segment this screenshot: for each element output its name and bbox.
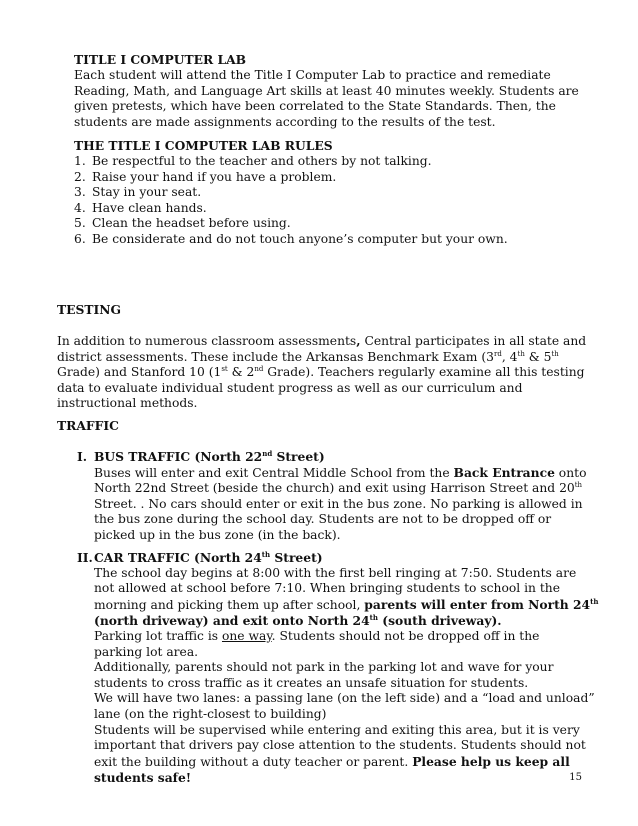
rule-item: 2. Raise your hand if you have a problem. xyxy=(74,169,337,184)
lab-heading: TITLE I COMPUTER LAB xyxy=(74,52,247,67)
car-traffic-section: CAR TRAFFIC (North 24th Street) The school day begins at 8:00 with the first bell ringing at 7:50. Students are not allowed at school before 7:10. When bringing students to school in the morning and picking them up after school, parents will enter from North 24th (north driveway) and exit onto North 24th (south driveway). Parking lot traffic is one way. Students should not be dropped off in the parking lot area. Additionally, parents should not park in the parking lot and wave for your students to cross traffic as it creates an unsafe situation for students. We will have two lanes: a passing lane (on the left side) and a “load and unload” lane (on the right-closest to building) Students will be supervised while entering and exiting this area, but it is very important that drivers pay close attention to the students. Students should not exit the building without a duty teacher or parent. Please help us keep all students safe! xyxy=(94,550,599,786)
testing-paragraph: In addition to numerous classroom assessments, Central participates in all state and district assessments. These include the Arkansas Benchmark Exam (3rd, 4th & 5th Grade) and Stanford 10 (1st & 2nd Grade). Teachers regularly examine all this testing data to evaluate individual student progress as well as our curriculum and instructional methods. xyxy=(57,333,587,411)
rules-heading: THE TITLE I COMPUTER LAB RULES xyxy=(74,138,333,153)
lab-paragraph-line: Reading, Math, and Language Art skills at least 40 minutes weekly. Students are xyxy=(74,83,579,98)
traffic-heading: TRAFFIC xyxy=(57,418,119,433)
testing-heading: TESTING xyxy=(57,302,122,317)
rule-item: 6. Be considerate and do not touch anyone’s computer but your own. xyxy=(74,232,508,246)
lab-paragraph-line: Each student will attend the Title I Computer Lab to practice and remediate xyxy=(74,68,551,82)
lab-paragraph-line: students are made assignments according to the results of the test. xyxy=(74,114,496,129)
rule-item: 1. Be respectful to the teacher and others by not talking. xyxy=(74,154,432,168)
bus-traffic-section: BUS TRAFFIC (North 22nd Street) Buses will enter and exit Central Middle School from the Back Entrance onto North 22nd Street (beside the church) and exit using Harrison Street and 20th Street. . No cars should enter or exit in the bus zone. No parking is allowed in the bus zone during the school day. Students are not to be dropped off or picked up in the bus zone (in the back). xyxy=(94,449,587,542)
rule-item: 3. Stay in your seat. xyxy=(74,185,202,200)
rule-item: 5. Clean the headset before using. xyxy=(74,216,291,231)
page-number: 15 xyxy=(569,772,582,783)
rule-item: 4. Have clean hands. xyxy=(74,200,207,215)
lab-paragraph xyxy=(74,68,579,130)
bus-roman-numeral: I. xyxy=(77,449,88,464)
lab-paragraph-line: given pretests, which have been correlated to the State Standards. Then, the xyxy=(74,99,556,114)
car-roman-numeral: II. xyxy=(77,550,93,565)
car-traffic-title: CAR TRAFFIC (North 24th Street) xyxy=(94,550,323,565)
bus-traffic-title: BUS TRAFFIC (North 22nd Street) xyxy=(94,449,325,464)
